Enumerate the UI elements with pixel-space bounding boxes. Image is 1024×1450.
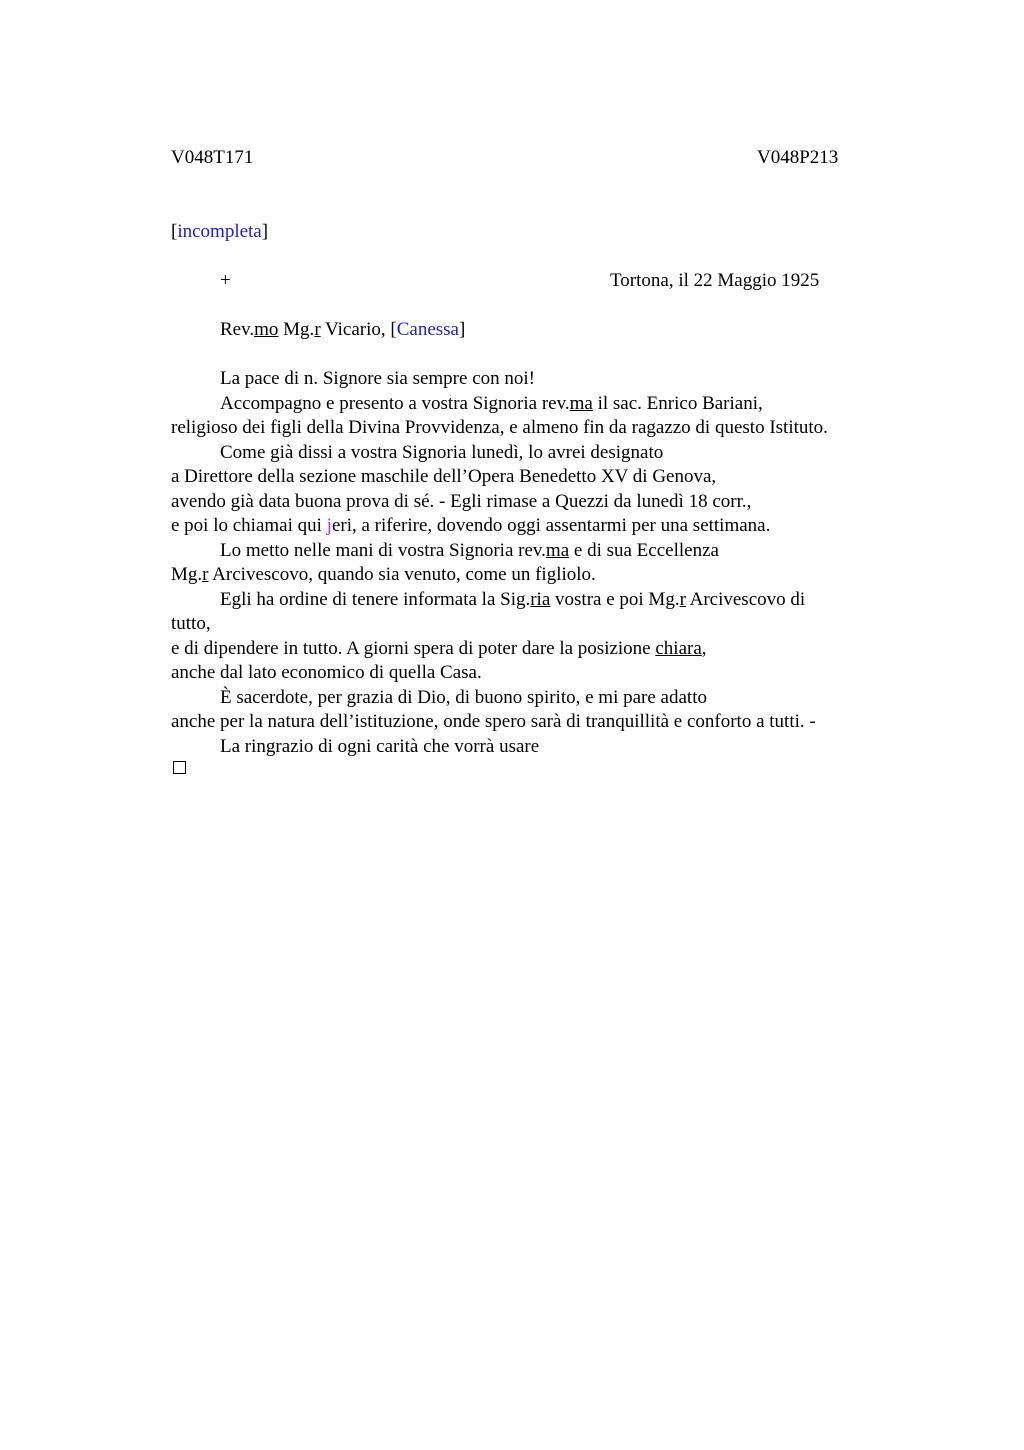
body-line (171, 539, 901, 564)
cross-mark: + (220, 270, 231, 291)
header-left-code: V048T171 (171, 147, 254, 168)
text-run: , (701, 637, 707, 659)
salutation-part: Rev. (220, 319, 255, 340)
body-line: È sacerdote, per grazia di Dio, di buono spirito, e mi pare adatto (220, 686, 707, 708)
body-line: anche per la natura dell’istituzione, onde spero sarà di tranquillità e conforto a tutti. - (171, 711, 816, 732)
body-line: anche dal lato economico di quella Casa. (171, 662, 482, 683)
missing-glyph-box-icon (173, 761, 186, 774)
text-run: Lo metto nelle mani di vostra Signoria rev. (220, 539, 546, 561)
body-line: La pace di n. Signore sia sempre con noi! (220, 368, 535, 389)
text-run: e di sua Eccellenza (569, 539, 719, 561)
body-line: avendo già data buona prova di sé. - Egli rimase a Quezzi da lunedì 18 corr., (171, 490, 752, 512)
body-line: Come già dissi a vostra Signoria lunedì, lo avrei designato (220, 441, 664, 463)
highlighted-letter: j (326, 515, 332, 536)
text-run: Egli ha ordine di tenere informata la Sig. (220, 588, 531, 610)
text-run: Arcivescovo, quando sia venuto, come un figliolo. (208, 564, 596, 585)
underlined-abbrev: ria (530, 588, 551, 610)
status-open-bracket: [ (171, 221, 178, 242)
salutation-part: Vicario, [ (320, 319, 397, 340)
body-line: La ringrazio di ogni carità che vorrà usare (220, 735, 540, 757)
underlined-abbrev: r (202, 564, 209, 585)
salutation-part: Mg. (278, 319, 315, 340)
status-close-bracket: ] (261, 221, 269, 242)
text-run: il sac. Enrico Bariani, (592, 392, 763, 414)
salutation-abbrev: mo (254, 319, 279, 340)
place-date: Tortona, il 22 Maggio 1925 (610, 270, 820, 291)
text-run: vostra e poi Mg. (550, 588, 680, 610)
text-run: e di dipendere in tutto. A giorni spera di poter dare la posizione (171, 637, 656, 659)
body-line (171, 563, 901, 588)
recipient-name: Canessa (396, 319, 459, 340)
salutation-part: ] (458, 319, 466, 340)
body-line (171, 392, 901, 417)
underlined-word: chiara (655, 637, 702, 659)
text-run: Accompagno e presento a vostra Signoria rev. (220, 392, 570, 414)
underlined-abbrev: ma (545, 539, 570, 561)
status-note (171, 220, 268, 244)
body-line (171, 588, 901, 613)
underlined-abbrev: ma (569, 392, 593, 414)
letter-body (171, 367, 901, 759)
body-line: tutto, (171, 613, 211, 634)
text-run: Mg. (171, 564, 203, 585)
status-label: incompleta (177, 221, 262, 242)
salutation (220, 318, 465, 342)
text-run: eri, a riferire, dovendo oggi assentarmi per una settimana. (331, 515, 771, 536)
text-run: Arcivescovo di (685, 588, 806, 610)
body-line: religioso dei figli della Divina Provvidenza, e almeno fin da ragazzo di questo Istituto. (171, 417, 828, 438)
body-line: a Direttore della sezione maschile dell’Opera Benedetto XV di Genova, (171, 466, 717, 487)
body-line (171, 637, 901, 662)
header-right-code: V048P213 (757, 147, 839, 168)
underlined-abbrev: r (679, 588, 686, 610)
salutation-abbrev: r (314, 319, 321, 340)
body-line (171, 514, 901, 539)
text-run: e poi lo chiamai qui (171, 515, 327, 536)
